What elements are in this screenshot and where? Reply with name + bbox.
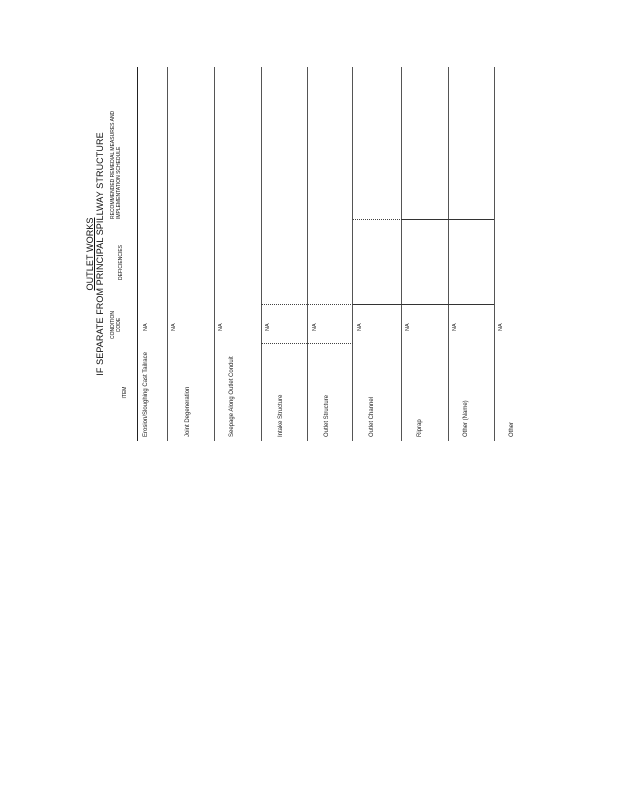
row-divider: [261, 67, 262, 441]
condition-code-cell: NA: [218, 323, 224, 331]
condition-code-cell: NA: [405, 323, 411, 331]
condition-code-cell: NA: [312, 323, 318, 331]
form-title: OUTLET WORKS: [85, 217, 95, 291]
item-cell: Other (Name): [463, 400, 469, 437]
column-divider: [261, 304, 353, 305]
item-cell: Joint Degeneration: [185, 386, 191, 437]
item-cell: Other: [509, 421, 515, 437]
outlet-works-form: [85, 67, 530, 441]
item-cell: Riprap: [417, 419, 423, 437]
row-divider: [167, 67, 168, 441]
condition-code-cell: NA: [498, 323, 504, 331]
header-recommended: RECOMMENDED REMEDIAL MEASURES AND IMPLEMENTATION SCHEDULE: [110, 110, 122, 219]
item-cell: Outlet Channel: [369, 396, 375, 437]
column-divider: [261, 343, 353, 344]
row-divider: [494, 67, 495, 441]
row-divider: [448, 67, 449, 441]
item-cell: Erosion/Sloughing Cast Tailrace: [143, 352, 149, 437]
row-divider: [307, 67, 308, 441]
item-cell: Intake Structure: [278, 394, 284, 437]
condition-code-cell: NA: [265, 323, 271, 331]
condition-code-cell: NA: [452, 323, 458, 331]
form-subtitle: IF SEPARATE FROM PRINCIPAL SPILLWAY STRUCTURE: [95, 132, 105, 376]
row-divider: [352, 67, 353, 441]
header-deficiencies: DEFICIENCIES: [118, 245, 124, 281]
row-divider: [401, 67, 402, 441]
column-divider: [353, 304, 494, 305]
column-divider: [401, 219, 494, 220]
row-divider: [137, 67, 138, 441]
row-divider: [214, 67, 215, 441]
condition-code-cell: NA: [143, 323, 149, 331]
condition-code-cell: NA: [171, 323, 177, 331]
condition-code-cell: NA: [357, 323, 363, 331]
item-cell: Seepage Along Outlet Conduit: [229, 356, 235, 437]
item-cell: Outlet Structure: [324, 394, 330, 437]
header-item: ITEM: [122, 386, 128, 399]
header-condition-code: CONDITION CODE: [110, 310, 122, 340]
